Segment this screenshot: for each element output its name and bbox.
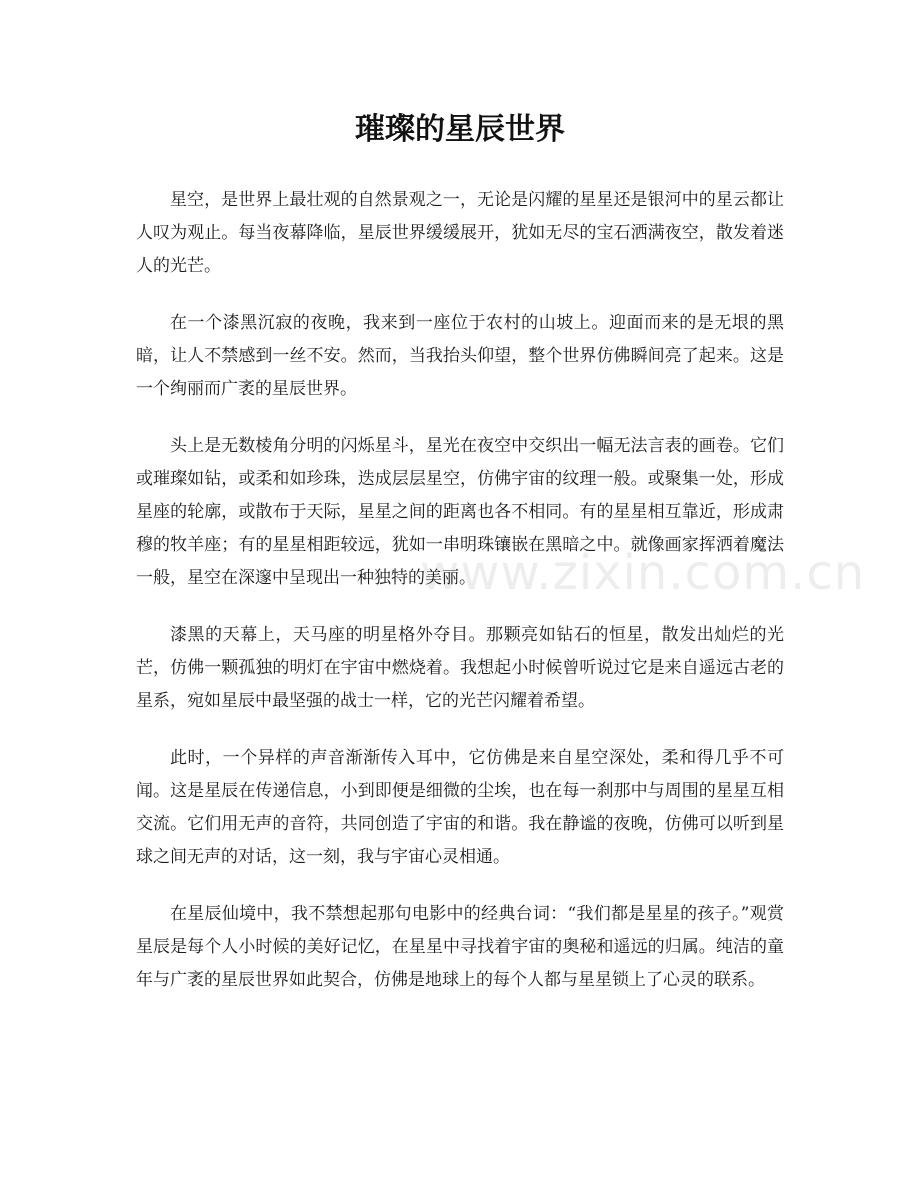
paragraph-1: 星空，是世界上最壮观的自然景观之一，无论是闪耀的星星还是银河中的星云都让人叹为观止。每当夜幕降临，星辰世界缓缓展开，犹如无尽的宝石洒满夜空，散发着迷人的光芒。 [136,190,784,276]
paragraph-5: 此时，一个异样的声音渐渐传入耳中，它仿佛是来自星空深处，柔和得几乎不可闻。这是星辰在传递信息，小到即便是细微的尘埃，也在每一刹那中与周围的星星互相交流。它们用无声的音符，共同创造了宇宙的和谐。我在静谧的夜晚，仿佛可以听到星球之间无声的对话，这一刻，我与宇宙心灵相通。 [136,748,784,867]
watermark: www.zixin.com.cn [420,545,866,601]
paragraph-6: 在星辰仙境中，我不禁想起那句电影中的经典台词：“我们都是星星的孩子。”观赏星辰是每个人小时候的美好记忆，在星星中寻找着宇宙的奥秘和遥远的归属。纯洁的童年与广袤的星辰世界如此契合，仿佛是地球上的每个人都与星星锁上了心灵的联系。 [136,904,784,990]
paragraph-4: 漆黑的天幕上，天马座的明星格外夺目。那颗亮如钻石的恒星，散发出灿烂的光芒，仿佛一颗孤独的明灯在宇宙中燃烧着。我想起小时候曾听说过它是来自遥远古老的星系，宛如星辰中最坚强的战士一样，它的光芒闪耀着希望。 [136,625,784,711]
paragraph-3: 头上是无数棱角分明的闪烁星斗，星光在夜空中交织出一幅无法言表的画卷。它们或璀璨如钻，或柔和如珍珠，迭成层层星空，仿佛宇宙的纹理一般。或聚集一处，形成星座的轮廓，或散布于天际，星星之间的距离也各不相同。有的星星相互靠近，形成肃穆的牧羊座；有的星星相距较远，犹如一串明珠镶嵌在黑暗之中。就像画家挥洒着魔法一般，星空在深邃中呈现出一种独特的美丽。 [136,436,784,588]
document-body [136,184,784,1021]
document-title: 璀璨的星辰世界 [355,112,565,147]
paragraph-2: 在一个漆黑沉寂的夜晚，我来到一座位于农村的山坡上。迎面而来的是无垠的黑暗，让人不禁感到一丝不安。然而，当我抬头仰望，整个世界仿佛瞬间亮了起来。这是一个绚丽而广袤的星辰世界。 [136,313,784,399]
